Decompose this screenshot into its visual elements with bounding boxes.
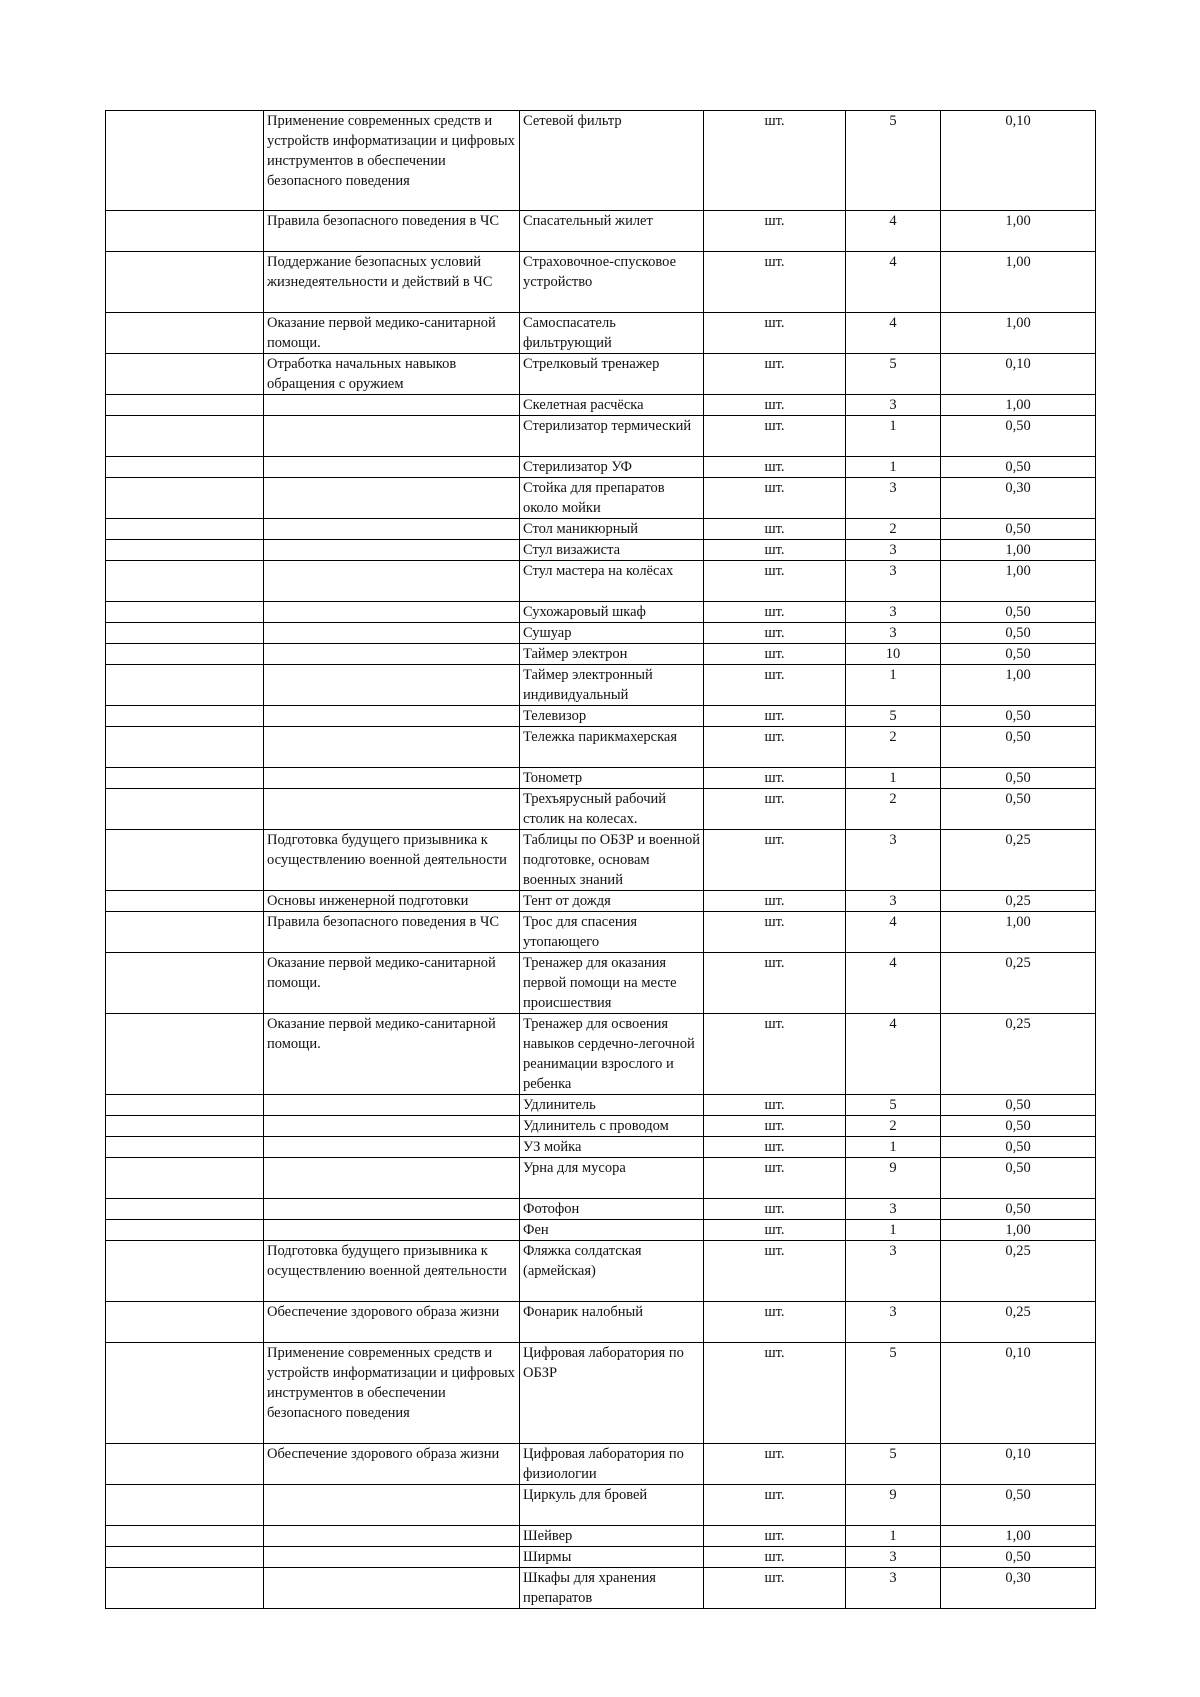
row-number-cell <box>106 111 264 211</box>
item-name-cell: Циркуль для бровей <box>520 1485 704 1526</box>
unit-cell: шт. <box>704 1199 846 1220</box>
unit-cell: шт. <box>704 313 846 354</box>
table-body <box>106 111 1096 1609</box>
section-cell <box>264 561 520 602</box>
section-cell <box>264 1485 520 1526</box>
unit-cell: шт. <box>704 1444 846 1485</box>
unit-cell: шт. <box>704 1526 846 1547</box>
row-number-cell <box>106 478 264 519</box>
item-name-cell: Таймер электронный индивидуальный <box>520 665 704 706</box>
table-row <box>106 1526 1096 1547</box>
coefficient-cell: 0,25 <box>941 830 1096 891</box>
coefficient-cell: 0,50 <box>941 1137 1096 1158</box>
item-name-cell: Ширмы <box>520 1547 704 1568</box>
quantity-cell: 4 <box>846 211 941 252</box>
unit-cell: шт. <box>704 1116 846 1137</box>
quantity-cell: 1 <box>846 1220 941 1241</box>
quantity-cell: 2 <box>846 789 941 830</box>
item-name-cell: Тренажер для освоения навыков сердечно-легочной реанимации взрослого и ребенка <box>520 1014 704 1095</box>
unit-cell: шт. <box>704 1137 846 1158</box>
item-name-cell: Сухожаровый шкаф <box>520 602 704 623</box>
unit-cell: шт. <box>704 623 846 644</box>
item-name-cell: Стрелковый тренажер <box>520 354 704 395</box>
table-row <box>106 602 1096 623</box>
table-row <box>106 953 1096 1014</box>
quantity-cell: 5 <box>846 1095 941 1116</box>
unit-cell: шт. <box>704 395 846 416</box>
row-number-cell <box>106 354 264 395</box>
unit-cell: шт. <box>704 1158 846 1199</box>
section-cell: Оказание первой медико-санитарной помощи. <box>264 313 520 354</box>
coefficient-cell: 0,50 <box>941 789 1096 830</box>
table-row <box>106 1568 1096 1609</box>
coefficient-cell: 0,50 <box>941 1116 1096 1137</box>
item-name-cell: Трос для спасения утопающего <box>520 912 704 953</box>
item-name-cell: Фляжка солдатская (армейская) <box>520 1241 704 1302</box>
quantity-cell: 2 <box>846 1116 941 1137</box>
coefficient-cell: 1,00 <box>941 1526 1096 1547</box>
item-name-cell: Сетевой фильтр <box>520 111 704 211</box>
unit-cell: шт. <box>704 1220 846 1241</box>
quantity-cell: 3 <box>846 478 941 519</box>
item-name-cell: Стерилизатор УФ <box>520 457 704 478</box>
section-cell <box>264 1547 520 1568</box>
coefficient-cell: 0,50 <box>941 623 1096 644</box>
unit-cell: шт. <box>704 540 846 561</box>
item-name-cell: Таблицы по ОБЗР и военной подготовке, основам военных знаний <box>520 830 704 891</box>
quantity-cell: 2 <box>846 727 941 768</box>
quantity-cell: 3 <box>846 1547 941 1568</box>
section-cell <box>264 768 520 789</box>
unit-cell: шт. <box>704 1241 846 1302</box>
unit-cell: шт. <box>704 953 846 1014</box>
quantity-cell: 3 <box>846 891 941 912</box>
coefficient-cell: 1,00 <box>941 665 1096 706</box>
section-cell <box>264 665 520 706</box>
table-row <box>106 768 1096 789</box>
section-cell <box>264 1158 520 1199</box>
row-number-cell <box>106 1220 264 1241</box>
quantity-cell: 4 <box>846 953 941 1014</box>
table-row <box>106 1199 1096 1220</box>
coefficient-cell: 0,50 <box>941 768 1096 789</box>
section-cell <box>264 623 520 644</box>
section-cell <box>264 727 520 768</box>
item-name-cell: Таймер электрон <box>520 644 704 665</box>
table-row <box>106 1547 1096 1568</box>
row-number-cell <box>106 768 264 789</box>
table-row <box>106 1137 1096 1158</box>
section-cell <box>264 1568 520 1609</box>
coefficient-cell: 0,50 <box>941 519 1096 540</box>
quantity-cell: 3 <box>846 602 941 623</box>
table-row <box>106 395 1096 416</box>
table-row <box>106 1343 1096 1444</box>
section-cell: Отработка начальных навыков обращения с оружием <box>264 354 520 395</box>
coefficient-cell: 0,50 <box>941 1485 1096 1526</box>
unit-cell: шт. <box>704 111 846 211</box>
quantity-cell: 2 <box>846 519 941 540</box>
unit-cell: шт. <box>704 665 846 706</box>
unit-cell: шт. <box>704 1014 846 1095</box>
coefficient-cell: 0,25 <box>941 1014 1096 1095</box>
table-row <box>106 416 1096 457</box>
row-number-cell <box>106 1343 264 1444</box>
section-cell <box>264 478 520 519</box>
quantity-cell: 3 <box>846 1241 941 1302</box>
unit-cell: шт. <box>704 1095 846 1116</box>
table-row <box>106 1444 1096 1485</box>
unit-cell: шт. <box>704 519 846 540</box>
section-cell: Правила безопасного поведения в ЧС <box>264 211 520 252</box>
item-name-cell: Сушуар <box>520 623 704 644</box>
table-row <box>106 891 1096 912</box>
row-number-cell <box>106 211 264 252</box>
unit-cell: шт. <box>704 211 846 252</box>
section-cell <box>264 519 520 540</box>
quantity-cell: 3 <box>846 561 941 602</box>
item-name-cell: Самоспасатель фильтрующий <box>520 313 704 354</box>
table-row <box>106 912 1096 953</box>
quantity-cell: 1 <box>846 665 941 706</box>
item-name-cell: Тренажер для оказания первой помощи на месте происшествия <box>520 953 704 1014</box>
quantity-cell: 4 <box>846 1014 941 1095</box>
table-row <box>106 727 1096 768</box>
section-cell: Применение современных средств и устройств информатизации и цифровых инструментов в обеспечении безопасного поведения <box>264 1343 520 1444</box>
unit-cell: шт. <box>704 1568 846 1609</box>
unit-cell: шт. <box>704 830 846 891</box>
quantity-cell: 3 <box>846 540 941 561</box>
coefficient-cell: 0,25 <box>941 1241 1096 1302</box>
table-row <box>106 111 1096 211</box>
item-name-cell: Трехъярусный рабочий столик на колесах. <box>520 789 704 830</box>
table-row <box>106 1220 1096 1241</box>
row-number-cell <box>106 1444 264 1485</box>
coefficient-cell: 0,50 <box>941 1095 1096 1116</box>
section-cell: Обеспечение здорового образа жизни <box>264 1444 520 1485</box>
item-name-cell: Тент от дождя <box>520 891 704 912</box>
unit-cell: шт. <box>704 416 846 457</box>
coefficient-cell: 0,10 <box>941 354 1096 395</box>
unit-cell: шт. <box>704 768 846 789</box>
quantity-cell: 3 <box>846 1302 941 1343</box>
row-number-cell <box>106 644 264 665</box>
section-cell <box>264 602 520 623</box>
row-number-cell <box>106 665 264 706</box>
coefficient-cell: 1,00 <box>941 912 1096 953</box>
row-number-cell <box>106 395 264 416</box>
section-cell <box>264 706 520 727</box>
row-number-cell <box>106 789 264 830</box>
table-row <box>106 519 1096 540</box>
row-number-cell <box>106 1158 264 1199</box>
coefficient-cell: 1,00 <box>941 561 1096 602</box>
table-row <box>106 1302 1096 1343</box>
quantity-cell: 5 <box>846 354 941 395</box>
item-name-cell: Страховочное-спусковое устройство <box>520 252 704 313</box>
row-number-cell <box>106 1095 264 1116</box>
coefficient-cell: 0,25 <box>941 1302 1096 1343</box>
section-cell <box>264 1220 520 1241</box>
unit-cell: шт. <box>704 1343 846 1444</box>
row-number-cell <box>106 540 264 561</box>
row-number-cell <box>106 912 264 953</box>
coefficient-cell: 0,50 <box>941 1547 1096 1568</box>
coefficient-cell: 0,50 <box>941 416 1096 457</box>
coefficient-cell: 1,00 <box>941 252 1096 313</box>
coefficient-cell: 0,50 <box>941 457 1096 478</box>
quantity-cell: 1 <box>846 1526 941 1547</box>
coefficient-cell: 0,50 <box>941 1158 1096 1199</box>
row-number-cell <box>106 623 264 644</box>
row-number-cell <box>106 706 264 727</box>
coefficient-cell: 1,00 <box>941 1220 1096 1241</box>
unit-cell: шт. <box>704 1547 846 1568</box>
row-number-cell <box>106 519 264 540</box>
unit-cell: шт. <box>704 644 846 665</box>
quantity-cell: 3 <box>846 395 941 416</box>
table-row <box>106 540 1096 561</box>
row-number-cell <box>106 1241 264 1302</box>
quantity-cell: 5 <box>846 1343 941 1444</box>
section-cell <box>264 644 520 665</box>
coefficient-cell: 0,30 <box>941 1568 1096 1609</box>
item-name-cell: Цифровая лаборатория по физиологии <box>520 1444 704 1485</box>
coefficient-cell: 0,10 <box>941 1343 1096 1444</box>
unit-cell: шт. <box>704 891 846 912</box>
row-number-cell <box>106 953 264 1014</box>
item-name-cell: Тележка парикмахерская <box>520 727 704 768</box>
row-number-cell <box>106 830 264 891</box>
row-number-cell <box>106 891 264 912</box>
row-number-cell <box>106 1199 264 1220</box>
section-cell: Подготовка будущего призывника к осуществлению военной деятельности <box>264 830 520 891</box>
item-name-cell: УЗ мойка <box>520 1137 704 1158</box>
unit-cell: шт. <box>704 789 846 830</box>
row-number-cell <box>106 1116 264 1137</box>
row-number-cell <box>106 252 264 313</box>
row-number-cell <box>106 561 264 602</box>
coefficient-cell: 0,50 <box>941 727 1096 768</box>
coefficient-cell: 1,00 <box>941 540 1096 561</box>
table-row <box>106 457 1096 478</box>
table-row <box>106 1014 1096 1095</box>
table-row <box>106 211 1096 252</box>
table-row <box>106 706 1096 727</box>
section-cell: Применение современных средств и устройств информатизации и цифровых инструментов в обеспечении безопасного поведения <box>264 111 520 211</box>
item-name-cell: Стул визажиста <box>520 540 704 561</box>
section-cell: Основы инженерной подготовки <box>264 891 520 912</box>
quantity-cell: 4 <box>846 252 941 313</box>
table-row <box>106 1485 1096 1526</box>
table-row <box>106 644 1096 665</box>
unit-cell: шт. <box>704 1485 846 1526</box>
unit-cell: шт. <box>704 912 846 953</box>
section-cell <box>264 457 520 478</box>
section-cell <box>264 540 520 561</box>
unit-cell: шт. <box>704 727 846 768</box>
table-row <box>106 561 1096 602</box>
coefficient-cell: 0,10 <box>941 1444 1096 1485</box>
quantity-cell: 1 <box>846 457 941 478</box>
unit-cell: шт. <box>704 1302 846 1343</box>
unit-cell: шт. <box>704 457 846 478</box>
quantity-cell: 4 <box>846 912 941 953</box>
unit-cell: шт. <box>704 561 846 602</box>
row-number-cell <box>106 1526 264 1547</box>
table-row <box>106 1241 1096 1302</box>
item-name-cell: Фотофон <box>520 1199 704 1220</box>
row-number-cell <box>106 727 264 768</box>
row-number-cell <box>106 602 264 623</box>
coefficient-cell: 0,50 <box>941 602 1096 623</box>
item-name-cell: Урна для мусора <box>520 1158 704 1199</box>
coefficient-cell: 0,50 <box>941 706 1096 727</box>
quantity-cell: 1 <box>846 768 941 789</box>
quantity-cell: 3 <box>846 1568 941 1609</box>
quantity-cell: 9 <box>846 1485 941 1526</box>
coefficient-cell: 0,50 <box>941 644 1096 665</box>
quantity-cell: 10 <box>846 644 941 665</box>
section-cell: Правила безопасного поведения в ЧС <box>264 912 520 953</box>
section-cell: Обеспечение здорового образа жизни <box>264 1302 520 1343</box>
item-name-cell: Фонарик налобный <box>520 1302 704 1343</box>
unit-cell: шт. <box>704 602 846 623</box>
section-cell <box>264 416 520 457</box>
table-row <box>106 623 1096 644</box>
unit-cell: шт. <box>704 354 846 395</box>
section-cell: Оказание первой медико-санитарной помощи. <box>264 953 520 1014</box>
coefficient-cell: 0,30 <box>941 478 1096 519</box>
row-number-cell <box>106 1302 264 1343</box>
item-name-cell: Спасательный жилет <box>520 211 704 252</box>
quantity-cell: 5 <box>846 111 941 211</box>
table-row <box>106 252 1096 313</box>
row-number-cell <box>106 1568 264 1609</box>
item-name-cell: Тонометр <box>520 768 704 789</box>
table-row <box>106 478 1096 519</box>
row-number-cell <box>106 1137 264 1158</box>
item-name-cell: Стул мастера на колёсах <box>520 561 704 602</box>
item-name-cell: Удлинитель с проводом <box>520 1116 704 1137</box>
quantity-cell: 3 <box>846 830 941 891</box>
row-number-cell <box>106 313 264 354</box>
quantity-cell: 1 <box>846 416 941 457</box>
row-number-cell <box>106 1547 264 1568</box>
quantity-cell: 5 <box>846 1444 941 1485</box>
quantity-cell: 3 <box>846 1199 941 1220</box>
unit-cell: шт. <box>704 252 846 313</box>
unit-cell: шт. <box>704 478 846 519</box>
section-cell: Подготовка будущего призывника к осуществлению военной деятельности <box>264 1241 520 1302</box>
coefficient-cell: 0,25 <box>941 953 1096 1014</box>
section-cell: Поддержание безопасных условий жизнедеятельности и действий в ЧС <box>264 252 520 313</box>
coefficient-cell: 0,25 <box>941 891 1096 912</box>
table-row <box>106 1158 1096 1199</box>
quantity-cell: 5 <box>846 706 941 727</box>
table-row <box>106 789 1096 830</box>
quantity-cell: 9 <box>846 1158 941 1199</box>
section-cell <box>264 1095 520 1116</box>
table-row <box>106 830 1096 891</box>
coefficient-cell: 0,50 <box>941 1199 1096 1220</box>
item-name-cell: Стойка для препаратов около мойки <box>520 478 704 519</box>
quantity-cell: 3 <box>846 623 941 644</box>
row-number-cell <box>106 1485 264 1526</box>
item-name-cell: Фен <box>520 1220 704 1241</box>
item-name-cell: Скелетная расчёска <box>520 395 704 416</box>
table-row <box>106 313 1096 354</box>
section-cell <box>264 395 520 416</box>
section-cell <box>264 1526 520 1547</box>
quantity-cell: 1 <box>846 1137 941 1158</box>
section-cell <box>264 789 520 830</box>
item-name-cell: Шейвер <box>520 1526 704 1547</box>
section-cell <box>264 1116 520 1137</box>
row-number-cell <box>106 416 264 457</box>
table-row <box>106 665 1096 706</box>
coefficient-cell: 1,00 <box>941 313 1096 354</box>
item-name-cell: Телевизор <box>520 706 704 727</box>
item-name-cell: Стол маникюрный <box>520 519 704 540</box>
table-row <box>106 1116 1096 1137</box>
item-name-cell: Стерилизатор термический <box>520 416 704 457</box>
table-row <box>106 354 1096 395</box>
item-name-cell: Шкафы для хранения препаратов <box>520 1568 704 1609</box>
table-row <box>106 1095 1096 1116</box>
coefficient-cell: 1,00 <box>941 395 1096 416</box>
section-cell <box>264 1199 520 1220</box>
section-cell: Оказание первой медико-санитарной помощи. <box>264 1014 520 1095</box>
row-number-cell <box>106 1014 264 1095</box>
coefficient-cell: 0,10 <box>941 111 1096 211</box>
quantity-cell: 4 <box>846 313 941 354</box>
row-number-cell <box>106 457 264 478</box>
item-name-cell: Удлинитель <box>520 1095 704 1116</box>
unit-cell: шт. <box>704 706 846 727</box>
equipment-table <box>105 110 1096 1609</box>
item-name-cell: Цифровая лаборатория по ОБЗР <box>520 1343 704 1444</box>
section-cell <box>264 1137 520 1158</box>
coefficient-cell: 1,00 <box>941 211 1096 252</box>
